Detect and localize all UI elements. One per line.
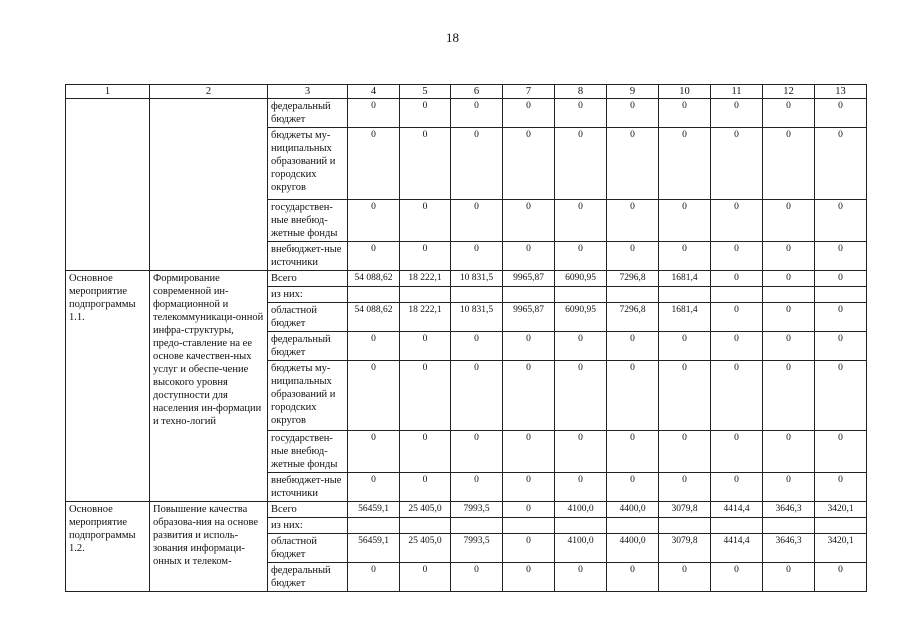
funding-source-cell: из них: xyxy=(268,518,348,534)
column-header: 10 xyxy=(659,85,711,99)
value-cell: 3079,8 xyxy=(659,502,711,518)
activity-name-cell: Основное мероприятие подпрограммы 1.1. xyxy=(66,271,150,502)
value-cell: 0 xyxy=(451,563,503,592)
value-cell: 0 xyxy=(555,473,607,502)
column-header: 7 xyxy=(503,85,555,99)
value-cell: 0 xyxy=(815,563,867,592)
value-cell: 7296,8 xyxy=(607,271,659,287)
value-cell: 3646,3 xyxy=(763,502,815,518)
value-cell xyxy=(607,518,659,534)
value-cell: 10 831,5 xyxy=(451,271,503,287)
value-cell: 0 xyxy=(503,242,555,271)
value-cell: 0 xyxy=(503,563,555,592)
activity-description-cell xyxy=(150,99,268,271)
value-cell: 18 222,1 xyxy=(400,303,451,332)
activity-description-cell: Повышение качества образова-ния на основе развития и исполь-зования информаци-онных и телеком- xyxy=(150,502,268,592)
value-cell xyxy=(555,287,607,303)
value-cell: 4100,0 xyxy=(555,502,607,518)
value-cell: 0 xyxy=(555,361,607,431)
value-cell: 0 xyxy=(555,99,607,128)
value-cell xyxy=(711,518,763,534)
value-cell: 0 xyxy=(555,431,607,473)
column-header: 12 xyxy=(763,85,815,99)
value-cell: 4400,0 xyxy=(607,534,659,563)
value-cell: 0 xyxy=(400,200,451,242)
value-cell: 25 405,0 xyxy=(400,502,451,518)
value-cell: 0 xyxy=(763,99,815,128)
value-cell: 0 xyxy=(815,200,867,242)
value-cell: 54 088,62 xyxy=(348,303,400,332)
value-cell: 0 xyxy=(711,563,763,592)
value-cell: 0 xyxy=(451,200,503,242)
value-cell: 0 xyxy=(503,431,555,473)
value-cell: 7993,5 xyxy=(451,502,503,518)
value-cell: 0 xyxy=(711,271,763,287)
value-cell: 0 xyxy=(400,99,451,128)
funding-source-cell: федеральный бюджет xyxy=(268,99,348,128)
value-cell: 0 xyxy=(503,128,555,200)
funding-source-cell: областной бюджет xyxy=(268,303,348,332)
value-cell: 0 xyxy=(815,271,867,287)
table-row xyxy=(66,502,867,518)
funding-source-cell: бюджеты му-ниципальных образований и городских округов xyxy=(268,361,348,431)
value-cell: 0 xyxy=(607,431,659,473)
value-cell: 0 xyxy=(555,128,607,200)
value-cell: 0 xyxy=(555,242,607,271)
column-header: 8 xyxy=(555,85,607,99)
value-cell: 0 xyxy=(659,242,711,271)
column-header: 2 xyxy=(150,85,268,99)
value-cell: 0 xyxy=(555,563,607,592)
value-cell: 0 xyxy=(659,473,711,502)
value-cell: 0 xyxy=(711,99,763,128)
funding-source-cell: из них: xyxy=(268,287,348,303)
value-cell: 0 xyxy=(348,128,400,200)
value-cell: 0 xyxy=(555,332,607,361)
value-cell: 0 xyxy=(400,563,451,592)
value-cell: 1681,4 xyxy=(659,271,711,287)
value-cell: 0 xyxy=(400,361,451,431)
value-cell: 54 088,62 xyxy=(348,271,400,287)
value-cell: 0 xyxy=(503,361,555,431)
header-row xyxy=(66,85,867,99)
value-cell: 0 xyxy=(763,200,815,242)
table-row xyxy=(66,271,867,287)
value-cell: 7296,8 xyxy=(607,303,659,332)
value-cell: 0 xyxy=(451,242,503,271)
value-cell: 0 xyxy=(763,271,815,287)
value-cell: 4400,0 xyxy=(607,502,659,518)
column-header: 5 xyxy=(400,85,451,99)
value-cell: 0 xyxy=(815,473,867,502)
value-cell xyxy=(659,287,711,303)
value-cell: 6090,95 xyxy=(555,303,607,332)
funding-source-cell: федеральный бюджет xyxy=(268,563,348,592)
value-cell: 0 xyxy=(711,361,763,431)
value-cell: 0 xyxy=(659,200,711,242)
value-cell: 0 xyxy=(763,128,815,200)
value-cell: 0 xyxy=(659,361,711,431)
value-cell: 0 xyxy=(659,128,711,200)
value-cell: 0 xyxy=(711,303,763,332)
value-cell: 0 xyxy=(503,502,555,518)
funding-source-cell: Всего xyxy=(268,271,348,287)
value-cell xyxy=(348,518,400,534)
value-cell: 0 xyxy=(503,332,555,361)
value-cell: 3420,1 xyxy=(815,534,867,563)
value-cell: 25 405,0 xyxy=(400,534,451,563)
value-cell: 0 xyxy=(451,361,503,431)
value-cell: 3420,1 xyxy=(815,502,867,518)
value-cell xyxy=(659,518,711,534)
value-cell: 0 xyxy=(348,361,400,431)
value-cell: 0 xyxy=(711,242,763,271)
value-cell: 0 xyxy=(400,332,451,361)
value-cell: 0 xyxy=(763,303,815,332)
value-cell: 0 xyxy=(451,332,503,361)
value-cell: 0 xyxy=(815,242,867,271)
value-cell xyxy=(815,287,867,303)
value-cell: 0 xyxy=(607,563,659,592)
funding-source-cell: государствен-ные внебюд-жетные фонды xyxy=(268,200,348,242)
funding-source-cell: областной бюджет xyxy=(268,534,348,563)
value-cell xyxy=(348,287,400,303)
value-cell: 0 xyxy=(451,99,503,128)
value-cell: 4414,4 xyxy=(711,502,763,518)
funding-source-cell: внебюджет-ные источники xyxy=(268,242,348,271)
value-cell: 0 xyxy=(815,99,867,128)
value-cell: 0 xyxy=(607,200,659,242)
value-cell xyxy=(451,518,503,534)
value-cell: 0 xyxy=(451,128,503,200)
value-cell: 0 xyxy=(503,200,555,242)
value-cell: 0 xyxy=(607,473,659,502)
value-cell: 0 xyxy=(659,431,711,473)
value-cell xyxy=(711,287,763,303)
value-cell: 0 xyxy=(400,431,451,473)
value-cell: 0 xyxy=(348,242,400,271)
value-cell: 0 xyxy=(555,200,607,242)
value-cell: 0 xyxy=(400,128,451,200)
value-cell: 0 xyxy=(711,473,763,502)
value-cell: 7993,5 xyxy=(451,534,503,563)
value-cell xyxy=(451,287,503,303)
value-cell xyxy=(763,518,815,534)
value-cell xyxy=(503,518,555,534)
value-cell: 0 xyxy=(503,473,555,502)
value-cell xyxy=(763,287,815,303)
value-cell xyxy=(815,518,867,534)
column-header: 6 xyxy=(451,85,503,99)
table-row xyxy=(66,99,867,128)
value-cell xyxy=(400,287,451,303)
value-cell: 0 xyxy=(659,99,711,128)
value-cell: 0 xyxy=(763,332,815,361)
activity-name-cell xyxy=(66,99,150,271)
value-cell: 0 xyxy=(348,200,400,242)
value-cell: 0 xyxy=(451,473,503,502)
column-header: 1 xyxy=(66,85,150,99)
column-header: 4 xyxy=(348,85,400,99)
funding-table xyxy=(65,84,867,592)
value-cell: 0 xyxy=(607,361,659,431)
value-cell: 0 xyxy=(348,473,400,502)
column-header: 11 xyxy=(711,85,763,99)
value-cell: 0 xyxy=(763,473,815,502)
value-cell: 0 xyxy=(711,128,763,200)
value-cell: 56459,1 xyxy=(348,534,400,563)
value-cell: 0 xyxy=(763,361,815,431)
value-cell: 3646,3 xyxy=(763,534,815,563)
value-cell: 10 831,5 xyxy=(451,303,503,332)
value-cell: 0 xyxy=(763,431,815,473)
value-cell: 56459,1 xyxy=(348,502,400,518)
value-cell: 1681,4 xyxy=(659,303,711,332)
value-cell: 0 xyxy=(815,303,867,332)
value-cell: 0 xyxy=(607,242,659,271)
funding-source-cell: государствен-ные внебюд-жетные фонды xyxy=(268,431,348,473)
value-cell: 0 xyxy=(659,563,711,592)
value-cell xyxy=(555,518,607,534)
value-cell: 0 xyxy=(607,99,659,128)
value-cell: 4100,0 xyxy=(555,534,607,563)
value-cell: 0 xyxy=(607,332,659,361)
value-cell: 0 xyxy=(503,534,555,563)
value-cell: 3079,8 xyxy=(659,534,711,563)
funding-source-cell: Всего xyxy=(268,502,348,518)
value-cell: 0 xyxy=(711,200,763,242)
value-cell: 0 xyxy=(607,128,659,200)
activity-description-cell: Формирование современной ин-формационной и телекоммуникаци-онной инфра-структуры, предо-ставление на ее основе качествен-ных услуг и обеспе-чение высокого уровня доступности для населения ин-формации и техно-логий xyxy=(150,271,268,502)
value-cell: 6090,95 xyxy=(555,271,607,287)
funding-source-cell: внебюджет-ные источники xyxy=(268,473,348,502)
value-cell: 0 xyxy=(763,242,815,271)
value-cell: 9965,87 xyxy=(503,271,555,287)
funding-source-cell: федеральный бюджет xyxy=(268,332,348,361)
value-cell: 0 xyxy=(348,99,400,128)
value-cell: 0 xyxy=(815,361,867,431)
column-header: 9 xyxy=(607,85,659,99)
value-cell: 0 xyxy=(451,431,503,473)
value-cell: 0 xyxy=(815,128,867,200)
value-cell xyxy=(400,518,451,534)
value-cell xyxy=(503,287,555,303)
page-number: 18 xyxy=(446,30,459,45)
value-cell: 0 xyxy=(763,563,815,592)
funding-source-cell: бюджеты му-ниципальных образований и городских округов xyxy=(268,128,348,200)
value-cell: 0 xyxy=(348,332,400,361)
value-cell: 0 xyxy=(503,99,555,128)
value-cell: 0 xyxy=(711,332,763,361)
value-cell: 0 xyxy=(659,332,711,361)
column-header: 13 xyxy=(815,85,867,99)
value-cell: 0 xyxy=(400,473,451,502)
value-cell: 0 xyxy=(815,431,867,473)
value-cell: 0 xyxy=(400,242,451,271)
value-cell: 0 xyxy=(348,431,400,473)
value-cell: 0 xyxy=(815,332,867,361)
value-cell: 9965,87 xyxy=(503,303,555,332)
value-cell: 0 xyxy=(348,563,400,592)
value-cell: 4414,4 xyxy=(711,534,763,563)
value-cell xyxy=(607,287,659,303)
activity-name-cell: Основное мероприятие подпрограммы 1.2. xyxy=(66,502,150,592)
column-header: 3 xyxy=(268,85,348,99)
value-cell: 0 xyxy=(711,431,763,473)
value-cell: 18 222,1 xyxy=(400,271,451,287)
